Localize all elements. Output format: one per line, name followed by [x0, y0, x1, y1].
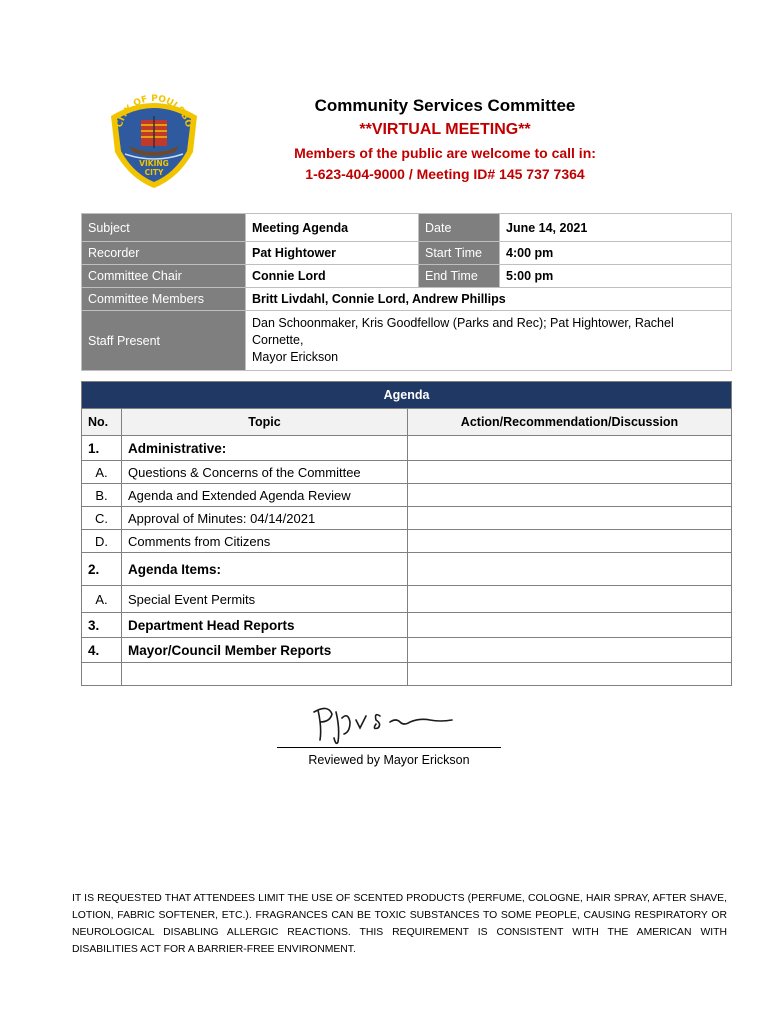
info-row-staff [82, 311, 732, 371]
row-number: B. [82, 484, 122, 507]
agenda-header-row [82, 409, 732, 436]
row-action [408, 484, 732, 507]
recorder-value: Pat Hightower [246, 242, 419, 265]
table-row [82, 586, 732, 613]
row-topic: Comments from Citizens [122, 530, 408, 553]
svg-text:VIKING: VIKING [139, 159, 169, 168]
fragrance-notice: IT IS REQUESTED THAT ATTENDEES LIMIT THE USE OF SCENTED PRODUCTS (PERFUME, COLOGNE, HAIR SPRAY, AFTER SHAVE, LOTION, FABRIC SOFTENER, ETC.). FRAGRANCES CAN BE TOXIC SUBSTANCES TO SOME PEOPLE, CAUSING RESPIRATORY OR NEUROLOGICAL DISABLING ALLERGIC REACTIONS. THIS REQUIREMENT IS CONSISTENT WITH THE AMERICAN WITH DISABILITIES ACT FOR A BARRIER-FREE ENVIRONMENT. [72, 893, 727, 955]
info-row-chair [82, 265, 732, 288]
row-topic: Agenda and Extended Agenda Review [122, 484, 408, 507]
phone-meeting-id: 1-623-404-9000 / Meeting ID# 145 737 7364 [305, 166, 585, 182]
subject-label: Subject [82, 214, 246, 242]
table-row [82, 613, 732, 638]
table-row [82, 663, 732, 686]
table-row [82, 484, 732, 507]
row-number: 1. [82, 436, 122, 461]
agenda-table [81, 381, 732, 686]
row-topic: Agenda Items: [122, 553, 408, 586]
city-seal-logo [103, 94, 205, 190]
row-number: 3. [82, 613, 122, 638]
table-row [82, 553, 732, 586]
row-action [408, 507, 732, 530]
row-number: C. [82, 507, 122, 530]
subject-value: Meeting Agenda [246, 214, 419, 242]
row-action [408, 613, 732, 638]
info-row-members [82, 288, 732, 311]
signature-caption: Reviewed by Mayor Erickson [308, 753, 470, 767]
date-value: June 14, 2021 [500, 214, 732, 242]
agenda-banner-row [82, 382, 732, 409]
row-number: A. [82, 461, 122, 484]
agenda-banner: Agenda [82, 382, 732, 409]
table-row [82, 461, 732, 484]
virtual-meeting-notice: **VIRTUAL MEETING** [359, 121, 531, 138]
row-action [408, 663, 732, 686]
committee-title: Community Services Committee [314, 96, 576, 115]
staff-line-1: Dan Schoonmaker, Kris Goodfellow (Parks and Rec); Pat Hightower, Rachel Cornette, [252, 316, 674, 347]
svg-text:CITY OF POULSBO: CITY OF POULSBO [114, 94, 194, 129]
col-no-header: No. [82, 409, 122, 436]
row-number [82, 663, 122, 686]
col-action-header: Action/Recommendation/Discussion [408, 409, 732, 436]
col-topic-header: Topic [122, 409, 408, 436]
row-number: D. [82, 530, 122, 553]
info-row-subject [82, 214, 732, 242]
staff-present-label: Staff Present [82, 311, 246, 371]
row-action [408, 553, 732, 586]
svg-text:CITY: CITY [144, 168, 164, 177]
row-topic: Approval of Minutes: 04/14/2021 [122, 507, 408, 530]
row-action [408, 530, 732, 553]
committee-members-label: Committee Members [82, 288, 246, 311]
row-topic: Administrative: [122, 436, 408, 461]
table-row [82, 507, 732, 530]
staff-line-2: Mayor Erickson [252, 350, 339, 364]
row-topic: Department Head Reports [122, 613, 408, 638]
row-topic: Mayor/Council Member Reports [122, 638, 408, 663]
staff-present-value [246, 311, 732, 371]
row-number: A. [82, 586, 122, 613]
committee-members-value: Britt Livdahl, Connie Lord, Andrew Phillips [246, 288, 732, 311]
public-call-notice: Members of the public are welcome to call in: [294, 145, 596, 161]
start-time-value: 4:00 pm [500, 242, 732, 265]
meeting-info-table [81, 213, 732, 371]
recorder-label: Recorder [82, 242, 246, 265]
start-time-label: Start Time [419, 242, 500, 265]
row-topic: Special Event Permits [122, 586, 408, 613]
row-number: 4. [82, 638, 122, 663]
row-action [408, 638, 732, 663]
row-action [408, 436, 732, 461]
row-action [408, 461, 732, 484]
committee-chair-label: Committee Chair [82, 265, 246, 288]
row-topic: Questions & Concerns of the Committee [122, 461, 408, 484]
table-row [82, 436, 732, 461]
info-row-recorder [82, 242, 732, 265]
row-topic [122, 663, 408, 686]
row-number: 2. [82, 553, 122, 586]
signature-line [277, 747, 501, 748]
table-row [82, 638, 732, 663]
committee-chair-value: Connie Lord [246, 265, 419, 288]
row-action [408, 586, 732, 613]
end-time-label: End Time [419, 265, 500, 288]
end-time-value: 5:00 pm [500, 265, 732, 288]
date-label: Date [419, 214, 500, 242]
mayor-signature [300, 698, 470, 748]
table-row [82, 530, 732, 553]
